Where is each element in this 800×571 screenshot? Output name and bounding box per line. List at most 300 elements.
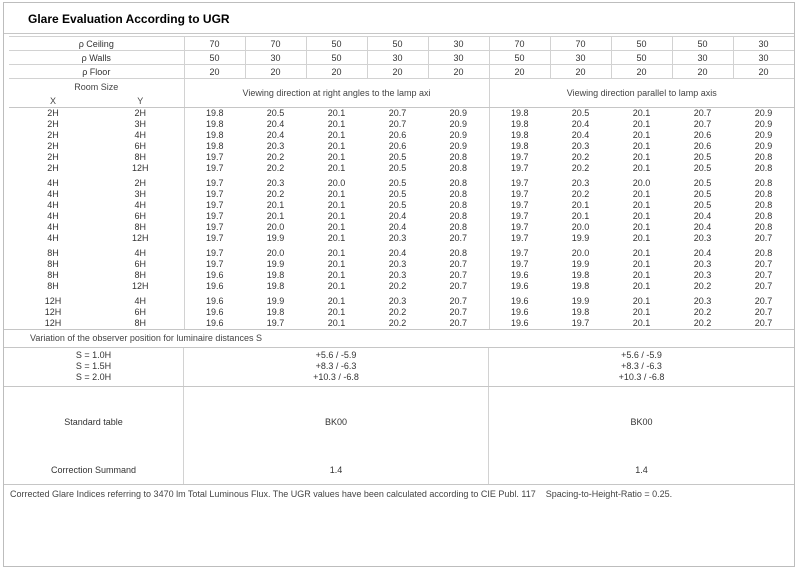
ugr-row [9, 189, 794, 200]
ugr-row [9, 318, 794, 329]
ugr-value-right-angles-cell: 19.6 [206, 296, 224, 306]
ugr-value-right-angles-cell: 20.1 [327, 130, 346, 140]
ugr-value-parallel-cell: 19.8 [511, 141, 529, 151]
ugr-value-right-angles-cell: 20.2 [266, 152, 285, 162]
ugr-value-right-angles-cell: 20.4 [266, 119, 285, 129]
ugr-value-parallel-cell: 19.8 [511, 119, 529, 129]
ugr-value-parallel-cell: 20.2 [693, 307, 712, 317]
ugr-value-right-angles-cell: 19.7 [266, 318, 285, 328]
reflectance-value-cell: 30 [428, 37, 489, 51]
ugr-value-right-angles-cell: 20.7 [428, 233, 489, 244]
observer-variation-row [4, 348, 794, 387]
room-x-cell: 8H [47, 248, 59, 258]
ugr-value-parallel-cell: 20.1 [632, 281, 651, 291]
ugr-value-right-angles-cell: 20.8 [428, 211, 489, 222]
reflectance-label: ρ Floor [9, 65, 184, 79]
room-size-header: Room Size [9, 79, 184, 95]
room-x-cell: 12H [44, 296, 62, 306]
ugr-value-parallel-cell: 19.7 [511, 163, 529, 173]
room-y-cell: 6H [97, 307, 184, 318]
reflectance-value-cell: 50 [306, 37, 367, 51]
ugr-value-right-angles-cell: 20.1 [327, 307, 346, 317]
room-x-cell: 2H [47, 152, 59, 162]
ugr-value-parallel-cell: 20.0 [632, 178, 651, 188]
reflectance-value-cell: 30 [733, 37, 794, 51]
ugr-row [9, 211, 794, 222]
ugr-value-right-angles-cell: 20.1 [327, 108, 346, 118]
room-x-cell: 8H [47, 259, 59, 269]
ugr-report-page [3, 2, 795, 567]
ugr-value-parallel-cell: 20.8 [754, 200, 773, 210]
room-y-cell: 3H [97, 119, 184, 130]
s-distance-labels [4, 348, 184, 386]
room-x-cell: 2H [47, 141, 59, 151]
ugr-value-right-angles-cell: 19.8 [206, 119, 224, 129]
correction-summand-row [4, 456, 794, 484]
ugr-value-right-angles-cell: 20.2 [266, 163, 285, 173]
ugr-value-parallel-cell: 20.1 [632, 189, 651, 199]
ugr-value-right-angles-cell: 19.8 [266, 307, 285, 317]
ugr-value-parallel-cell: 19.9 [571, 296, 590, 306]
reflectance-value-cell: 70 [489, 37, 550, 51]
ugr-value-right-angles-cell: 20.1 [327, 318, 346, 328]
ugr-value-parallel-cell: 20.4 [693, 211, 712, 221]
ugr-value-parallel-cell: 20.5 [571, 108, 590, 118]
ugr-value-parallel-cell: 19.6 [511, 296, 529, 306]
ugr-value-right-angles-cell: 20.1 [266, 200, 285, 210]
ugr-value-right-angles-cell: 20.7 [388, 108, 407, 118]
ugr-value-parallel-cell: 20.7 [754, 296, 773, 306]
ugr-value-right-angles-cell: 19.7 [206, 163, 224, 173]
ugr-value-parallel-cell: 19.7 [511, 189, 529, 199]
ugr-value-parallel-cell: 19.7 [511, 152, 529, 162]
ugr-value-right-angles-cell: 20.1 [327, 211, 346, 221]
room-y-cell: 6H [97, 259, 184, 270]
ugr-value-right-angles-cell: 19.8 [266, 281, 285, 291]
ugr-value-right-angles-cell: 19.6 [206, 281, 224, 291]
ugr-value-parallel-cell: 20.1 [632, 211, 651, 221]
ugr-value-right-angles-cell: 19.9 [266, 233, 285, 243]
ugr-value-right-angles-cell: 20.6 [388, 130, 407, 140]
room-x-cell: 2H [47, 108, 59, 118]
ugr-value-right-angles-cell: 20.1 [327, 248, 346, 258]
ugr-value-parallel-cell: 20.1 [632, 108, 651, 118]
ugr-value-parallel-cell: 20.7 [693, 119, 712, 129]
ugr-value-parallel-cell: 20.2 [571, 163, 590, 173]
ugr-value-parallel-cell: 19.7 [511, 248, 529, 258]
room-x-cell: 4H [47, 178, 59, 188]
s-label: S = 2.0H [75, 372, 112, 382]
ugr-value-right-angles-cell: 19.7 [206, 189, 224, 199]
ugr-row [9, 200, 794, 211]
s-value: +8.3 / -6.3 [621, 361, 662, 371]
ugr-value-right-angles-cell: 20.8 [428, 248, 489, 259]
ugr-value-right-angles-cell: 20.7 [428, 318, 489, 329]
ugr-value-right-angles-cell: 20.5 [388, 163, 407, 173]
ugr-value-right-angles-cell: 20.9 [428, 108, 489, 120]
ugr-value-right-angles-cell: 20.8 [428, 189, 489, 200]
ugr-value-parallel-cell: 20.9 [754, 130, 773, 140]
reflectance-row [9, 37, 794, 51]
room-y-cell: 12H [97, 281, 184, 292]
s-value: +8.3 / -6.3 [315, 361, 357, 371]
ugr-value-right-angles-cell: 20.5 [388, 178, 407, 188]
ugr-value-parallel-cell: 20.5 [693, 178, 712, 188]
ugr-value-parallel-cell: 20.4 [693, 248, 712, 258]
ugr-value-parallel-cell: 19.8 [571, 307, 590, 317]
ugr-value-right-angles-cell: 20.5 [388, 152, 407, 162]
ugr-row [9, 108, 794, 120]
ugr-value-parallel-cell: 20.5 [693, 200, 712, 210]
ugr-value-right-angles-cell: 20.6 [388, 141, 407, 151]
ugr-value-parallel-cell: 20.3 [693, 233, 712, 243]
ugr-value-right-angles-cell: 19.7 [206, 200, 224, 210]
ugr-value-parallel-cell: 20.9 [754, 141, 773, 151]
reflectance-label: ρ Walls [9, 51, 184, 65]
reflectance-value-cell: 20 [611, 65, 672, 79]
ugr-value-parallel-cell: 20.8 [754, 163, 773, 173]
ugr-row [9, 296, 794, 307]
ugr-value-parallel-cell: 20.8 [754, 248, 773, 258]
ugr-value-right-angles-cell: 20.3 [266, 141, 285, 151]
x-column-header: X [9, 94, 97, 108]
ugr-value-right-angles-cell: 20.2 [388, 281, 407, 291]
ugr-value-parallel-cell: 20.1 [632, 141, 651, 151]
ugr-value-parallel-cell: 20.5 [693, 189, 712, 199]
reflectance-value-cell: 30 [672, 51, 733, 65]
room-y-cell: 8H [97, 270, 184, 281]
ugr-value-right-angles-cell: 20.0 [266, 222, 285, 232]
ugr-row [9, 152, 794, 163]
ugr-value-parallel-cell: 20.7 [754, 281, 773, 291]
room-y-cell: 6H [97, 141, 184, 152]
ugr-value-parallel-cell: 20.8 [754, 189, 773, 199]
reflectance-value-cell: 20 [184, 65, 245, 79]
ugr-value-right-angles-cell: 20.2 [266, 189, 285, 199]
reflectance-value-cell: 20 [245, 65, 306, 79]
ugr-value-right-angles-cell: 20.5 [388, 200, 407, 210]
ugr-value-parallel-cell: 20.7 [754, 307, 773, 317]
standard-table-label: Standard table [4, 387, 184, 456]
s-values-parallel [489, 348, 794, 386]
ugr-value-right-angles-cell: 19.9 [266, 259, 285, 269]
ugr-value-right-angles-cell: 20.7 [428, 270, 489, 281]
ugr-value-right-angles-cell: 20.1 [327, 259, 346, 269]
room-x-cell: 4H [47, 200, 59, 210]
ugr-value-right-angles-cell: 20.4 [388, 222, 407, 232]
ugr-value-parallel-cell: 20.2 [693, 281, 712, 291]
room-y-cell: 4H [97, 296, 184, 307]
ugr-value-right-angles-cell: 20.0 [266, 248, 285, 258]
reflectance-value-cell: 70 [184, 37, 245, 51]
reflectance-rows [9, 37, 794, 79]
ugr-value-parallel-cell: 20.1 [632, 248, 651, 258]
ugr-row [9, 281, 794, 292]
ugr-value-parallel-cell: 20.1 [632, 130, 651, 140]
room-x-cell: 2H [47, 130, 59, 140]
ugr-value-parallel-cell: 20.4 [693, 222, 712, 232]
room-x-cell: 12H [44, 318, 62, 328]
reflectance-value-cell: 30 [733, 51, 794, 65]
ugr-value-parallel-cell: 19.6 [511, 281, 529, 291]
ugr-value-right-angles-cell: 19.6 [206, 270, 224, 280]
ugr-value-parallel-cell: 20.6 [693, 130, 712, 140]
ugr-value-parallel-cell: 20.3 [571, 178, 590, 188]
ugr-value-parallel-cell: 20.7 [693, 108, 712, 118]
reflectance-value-cell: 20 [550, 65, 611, 79]
ugr-value-right-angles-cell: 20.1 [327, 233, 346, 243]
ugr-value-parallel-cell: 19.7 [511, 222, 529, 232]
ugr-value-parallel-cell: 19.7 [511, 233, 529, 243]
ugr-value-right-angles-cell: 19.7 [206, 248, 224, 258]
table-header [9, 79, 794, 108]
s-label: S = 1.0H [75, 350, 112, 360]
ugr-value-parallel-cell: 20.7 [754, 270, 773, 280]
s-value: +5.6 / -5.9 [315, 350, 357, 360]
ugr-value-right-angles-cell: 19.8 [266, 270, 285, 280]
ugr-value-parallel-cell: 20.8 [754, 152, 773, 162]
ugr-value-right-angles-cell: 20.1 [327, 222, 346, 232]
ugr-value-right-angles-cell: 19.7 [206, 233, 224, 243]
ugr-value-right-angles-cell: 20.3 [388, 259, 407, 269]
room-y-cell: 2H [97, 108, 184, 120]
ugr-row [9, 248, 794, 259]
group-header-parallel: Viewing direction parallel to lamp axis [489, 79, 794, 108]
ugr-value-parallel-cell: 20.8 [754, 178, 773, 188]
reflectance-value-cell: 50 [184, 51, 245, 65]
ugr-value-right-angles-cell: 20.9 [428, 141, 489, 152]
ugr-value-right-angles-cell: 20.1 [327, 163, 346, 173]
s-value: +10.3 / -6.8 [618, 372, 665, 382]
ugr-row [9, 178, 794, 189]
ugr-value-right-angles-cell: 20.4 [266, 130, 285, 140]
ugr-row [9, 163, 794, 174]
ugr-value-right-angles-cell: 19.7 [206, 259, 224, 269]
ugr-value-parallel-cell: 20.1 [632, 296, 651, 306]
ugr-row [9, 222, 794, 233]
ugr-value-parallel-cell: 20.1 [632, 152, 651, 162]
ugr-value-right-angles-cell: 20.0 [327, 178, 346, 188]
ugr-value-right-angles-cell: 19.8 [206, 130, 224, 140]
group-header-right-angles: Viewing direction at right angles to the lamp axi [184, 79, 489, 108]
ugr-value-right-angles-cell: 20.2 [388, 307, 407, 317]
correction-summand-value-right-angles: 1.4 [184, 456, 489, 484]
variation-section-label: Variation of the observer position for luminaire distances S [4, 329, 794, 348]
ugr-value-right-angles-cell: 20.1 [327, 281, 346, 291]
ugr-value-parallel-cell: 20.3 [571, 141, 590, 151]
ugr-value-parallel-cell: 20.1 [632, 259, 651, 269]
reflectance-value-cell: 50 [306, 51, 367, 65]
ugr-value-right-angles-cell: 20.8 [428, 163, 489, 174]
ugr-value-right-angles-cell: 19.9 [266, 296, 285, 306]
reflectance-value-cell: 30 [245, 51, 306, 65]
correction-summand-value-parallel: 1.4 [635, 465, 648, 475]
ugr-value-right-angles-cell: 20.1 [327, 270, 346, 280]
room-x-cell: 4H [47, 211, 59, 221]
ugr-value-right-angles-cell: 19.6 [206, 307, 224, 317]
reflectance-label: ρ Ceiling [9, 37, 184, 51]
ugr-value-right-angles-cell: 19.7 [206, 178, 224, 188]
ugr-row [9, 259, 794, 270]
ugr-value-right-angles-cell: 20.1 [327, 200, 346, 210]
ugr-value-right-angles-cell: 20.1 [327, 119, 346, 129]
ugr-value-parallel-cell: 19.7 [571, 318, 590, 328]
room-x-cell: 4H [47, 233, 59, 243]
ugr-value-parallel-cell: 19.7 [511, 200, 529, 210]
ugr-value-right-angles-cell: 20.1 [327, 296, 346, 306]
ugr-value-parallel-cell: 20.3 [693, 270, 712, 280]
reflectance-value-cell: 50 [367, 37, 428, 51]
reflectance-value-cell: 30 [550, 51, 611, 65]
ugr-value-right-angles-cell: 20.1 [266, 211, 285, 221]
ugr-value-parallel-cell: 20.8 [754, 211, 773, 221]
ugr-row [9, 233, 794, 244]
s-values-right-angles [184, 348, 489, 386]
room-x-cell: 4H [47, 222, 59, 232]
ugr-value-parallel-cell: 20.7 [754, 259, 773, 269]
reflectance-value-cell: 70 [245, 37, 306, 51]
room-x-cell: 4H [47, 189, 59, 199]
ugr-value-parallel-cell: 19.8 [511, 130, 529, 140]
room-y-cell: 8H [97, 318, 184, 329]
reflectance-value-cell: 20 [428, 65, 489, 79]
room-y-cell: 8H [97, 152, 184, 163]
ugr-value-parallel-cell: 19.9 [571, 233, 590, 243]
ugr-value-parallel-cell: 19.8 [571, 281, 590, 291]
s-value: +10.3 / -6.8 [313, 372, 359, 382]
ugr-value-parallel-cell: 20.2 [571, 152, 590, 162]
ugr-value-right-angles-cell: 20.2 [388, 318, 407, 328]
page-title: Glare Evaluation According to UGR [4, 3, 794, 34]
ugr-value-right-angles-cell: 20.9 [428, 130, 489, 141]
room-y-cell: 12H [97, 163, 184, 174]
ugr-value-parallel-cell: 20.6 [693, 141, 712, 151]
ugr-value-parallel-cell: 19.6 [511, 307, 529, 317]
footer-note: Corrected Glare Indices referring to 3470 lm Total Luminous Flux. The UGR values have been calculated according to CIE Publ. 117 Spacing-to-Height-Ratio = 0.25. [4, 484, 794, 499]
ugr-value-right-angles-cell: 20.8 [428, 178, 489, 189]
ugr-value-parallel-cell: 19.6 [511, 270, 529, 280]
reflectance-value-cell: 30 [428, 51, 489, 65]
room-y-cell: 8H [97, 222, 184, 233]
standard-table-value-parallel: BK00 [630, 416, 653, 427]
room-x-cell: 8H [47, 281, 59, 291]
correction-summand-label: Correction Summand [4, 456, 184, 484]
ugr-value-right-angles-cell: 20.8 [428, 222, 489, 233]
room-y-cell: 3H [97, 189, 184, 200]
room-x-cell: 8H [47, 270, 59, 280]
standard-table-row [4, 387, 794, 456]
ugr-value-right-angles-cell: 20.7 [428, 296, 489, 307]
ugr-value-right-angles-cell: 20.8 [428, 200, 489, 211]
ugr-row [9, 270, 794, 281]
room-x-cell: 2H [47, 119, 59, 129]
ugr-value-right-angles-cell: 20.3 [266, 178, 285, 188]
reflectance-value-cell: 20 [672, 65, 733, 79]
room-y-cell: 2H [97, 178, 184, 189]
reflectance-value-cell: 70 [550, 37, 611, 51]
ugr-value-parallel-cell: 20.1 [632, 307, 651, 317]
ugr-value-parallel-cell: 20.3 [693, 259, 712, 269]
ugr-value-parallel-cell: 20.7 [754, 318, 773, 328]
ugr-value-parallel-cell: 19.6 [511, 318, 529, 328]
ugr-value-parallel-cell: 20.7 [754, 233, 773, 243]
ugr-value-parallel-cell: 20.1 [632, 119, 651, 129]
ugr-value-right-angles-cell: 20.9 [428, 119, 489, 130]
ugr-value-right-angles-cell: 20.3 [388, 233, 407, 243]
ugr-row [9, 130, 794, 141]
y-column-header: Y [97, 94, 184, 108]
reflectance-value-cell: 20 [306, 65, 367, 79]
reflectance-value-cell: 50 [611, 51, 672, 65]
ugr-value-parallel-cell: 20.1 [632, 222, 651, 232]
ugr-value-right-angles-cell: 19.8 [206, 141, 224, 151]
ugr-value-right-angles-cell: 20.7 [428, 307, 489, 318]
ugr-value-parallel-cell: 20.3 [693, 296, 712, 306]
ugr-value-right-angles-cell: 20.7 [388, 119, 407, 129]
reflectance-value-cell: 50 [489, 51, 550, 65]
ugr-value-right-angles-cell: 19.7 [206, 211, 224, 221]
ugr-row [9, 307, 794, 318]
ugr-value-right-angles-cell: 20.5 [388, 189, 407, 199]
ugr-value-right-angles-cell: 20.1 [327, 152, 346, 162]
ugr-value-right-angles-cell: 20.1 [327, 189, 346, 199]
s-value: +5.6 / -5.9 [621, 350, 662, 360]
reflectance-value-cell: 20 [733, 65, 794, 79]
ugr-value-parallel-cell: 20.5 [693, 163, 712, 173]
ugr-value-right-angles-cell: 20.7 [428, 281, 489, 292]
ugr-table [9, 36, 795, 329]
ugr-value-parallel-cell: 19.7 [511, 178, 529, 188]
reflectance-value-cell: 50 [672, 37, 733, 51]
ugr-value-parallel-cell: 20.4 [571, 130, 590, 140]
room-y-cell: 4H [97, 200, 184, 211]
ugr-value-parallel-cell: 20.1 [632, 233, 651, 243]
ugr-value-parallel-cell: 19.9 [571, 259, 590, 269]
reflectance-value-cell: 20 [367, 65, 428, 79]
ugr-data-rows [9, 108, 794, 330]
ugr-value-right-angles-cell: 19.6 [206, 318, 224, 328]
ugr-value-parallel-cell: 19.7 [511, 211, 529, 221]
room-x-cell: 12H [44, 307, 62, 317]
room-y-cell: 6H [97, 211, 184, 222]
ugr-value-parallel-cell: 20.5 [693, 152, 712, 162]
room-x-cell: 2H [47, 163, 59, 173]
ugr-value-parallel-cell: 20.2 [571, 189, 590, 199]
ugr-value-parallel-cell: 20.8 [754, 222, 773, 232]
ugr-value-right-angles-cell: 20.5 [266, 108, 285, 118]
ugr-value-right-angles-cell: 19.7 [206, 222, 224, 232]
standard-table-value-right-angles: BK00 [184, 387, 489, 456]
ugr-value-parallel-cell: 20.4 [571, 119, 590, 129]
ugr-value-parallel-cell: 19.8 [511, 108, 529, 118]
reflectance-value-cell: 20 [489, 65, 550, 79]
ugr-value-parallel-cell: 19.8 [571, 270, 590, 280]
ugr-value-right-angles-cell: 20.4 [388, 211, 407, 221]
ugr-value-right-angles-cell: 20.8 [428, 152, 489, 163]
room-y-cell: 4H [97, 130, 184, 141]
ugr-value-parallel-cell: 20.1 [571, 200, 590, 210]
ugr-row [9, 119, 794, 130]
ugr-value-parallel-cell: 20.1 [632, 318, 651, 328]
ugr-value-right-angles-cell: 20.7 [428, 259, 489, 270]
room-y-cell: 12H [97, 233, 184, 244]
ugr-value-parallel-cell: 19.7 [511, 259, 529, 269]
reflectance-row [9, 51, 794, 65]
room-y-cell: 4H [97, 248, 184, 259]
ugr-value-parallel-cell: 20.2 [693, 318, 712, 328]
ugr-value-right-angles-cell: 20.3 [388, 296, 407, 306]
reflectance-value-cell: 30 [367, 51, 428, 65]
